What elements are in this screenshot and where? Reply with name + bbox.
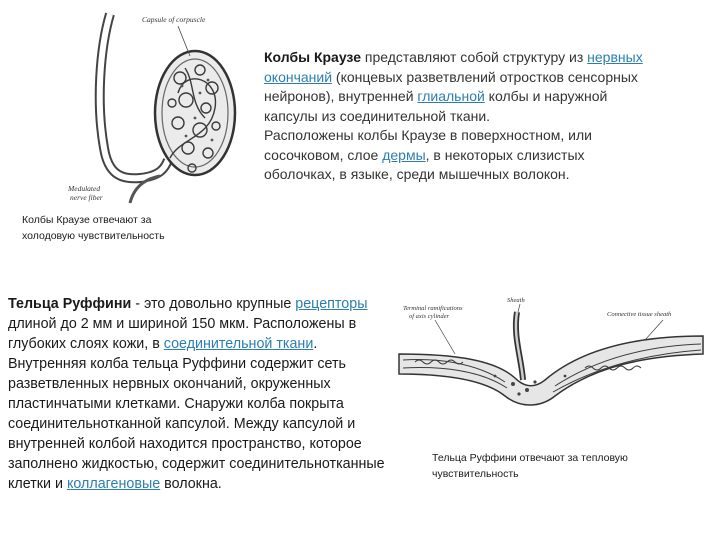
ruffini-caption-line2: чувствительность [432,468,519,480]
krause-caption-line2: холодовую чувствительность [22,230,165,242]
ruffini-caption-line1: Тельца Руффини отвечают за тепловую [432,452,628,464]
krause-caption-line1: Колбы Краузе отвечают за [22,214,152,226]
ruffini-text-2: длиной до 2 мм и шириной 150 мкм. Расположены в глубоких слоях кожи, в [8,316,357,352]
ruffini-text-4: Внутренняя колба тельца Руффини содержит сеть разветвленных нервных окончаний, окруженных пластинчатыми клетками. Снаружи колба покрыта соединительнотканной капсулой. Между капсулой и внутренней колбой находится пространство, которое заполнено жидкостью, содержит соединительнотканные клетки и [8,356,385,492]
krause-text-4: Расположены колбы Краузе в поверхностном, или сосочковом, слое [264,127,592,163]
label-nerve-1: Medulated [68,184,101,193]
krause-text-3: колбы и наружной капсулы из соединительной ткани. [264,88,608,124]
link-collagen[interactable]: коллагеновые [66,476,161,492]
krause-title: Колбы Краузе [264,49,361,65]
ruffini-text-5: волокна. [160,476,222,492]
link-connective-tissue[interactable]: соединительной ткани [163,336,314,352]
ruffini-title: Тельца Руффини [8,296,132,312]
label-terminal-2: of axis cylinder [409,313,450,320]
krause-text-1: представляют собой структуру из [361,49,588,65]
link-glial[interactable]: глиальной [417,88,485,104]
ruffini-text-3: . [313,336,318,352]
link-nerve-endings[interactable]: нервных окончаний [264,49,643,85]
link-dermis[interactable]: дермы [382,146,426,163]
label-capsule: Capsule of corpuscle [142,15,206,24]
krause-bulb-illustration [60,8,240,208]
label-sheath: Sheath [507,297,525,304]
ruffini-corpuscle-illustration [395,296,707,426]
label-nerve-2: nerve fiber [70,193,103,202]
ruffini-text-1: - это довольно крупные [131,296,296,312]
ruffini-description [8,294,400,494]
label-connective: Connective tissue sheath [607,311,672,318]
krause-caption [22,212,222,244]
link-receptors[interactable]: рецепторы [295,296,368,312]
krause-text-5: , в некоторых слизистых оболочках, в языке, среди мышечных волокон. [264,146,585,182]
krause-text-2: (концевых разветвлений отростков сенсорных нейронов), внутренней [264,68,638,104]
krause-description [264,48,659,185]
label-terminal-1: Terminal ramifications [403,305,463,312]
ruffini-caption [432,450,682,482]
